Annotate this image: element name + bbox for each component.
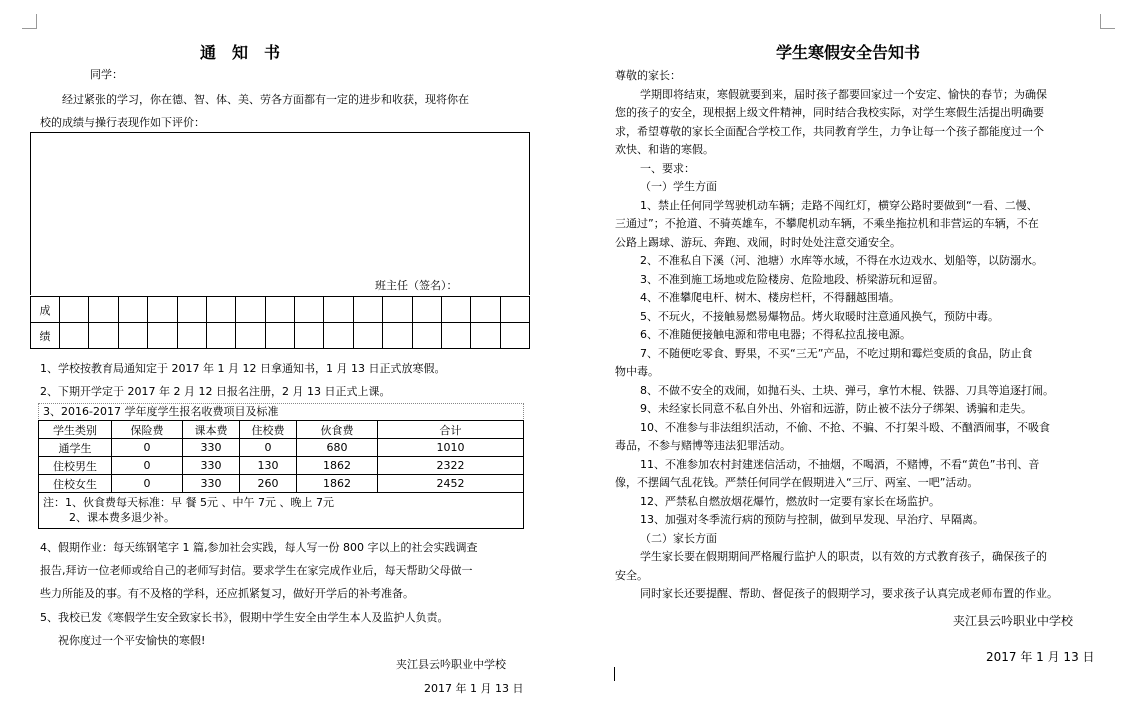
- score-label: 绩: [31, 323, 60, 349]
- fee-header: 课本费: [183, 421, 240, 439]
- fee-header: 伙食费: [297, 421, 378, 439]
- right-text-line: 一、要求：: [640, 161, 695, 175]
- score-cell: [500, 297, 529, 323]
- left-title: 通 知 书: [200, 43, 281, 62]
- score-cell: [471, 323, 500, 349]
- score-label: 成: [31, 297, 60, 323]
- intro-line: 经过紧张的学习，你在德、智、体、美、劳各方面都有一定的进步和收获，现将你在: [62, 93, 469, 106]
- fee-cell: 0: [112, 439, 183, 457]
- score-cell: [177, 323, 206, 349]
- right-text-line: 毒品，不参与赌博等违法犯罪活动。: [615, 439, 791, 452]
- score-cell: [383, 323, 412, 349]
- score-cell: [412, 297, 441, 323]
- score-cell: [177, 297, 206, 323]
- score-cell: [89, 323, 118, 349]
- right-text-line: 3、不准到施工场地或危险楼房、危险地段、桥梁游玩和逗留。: [640, 272, 944, 286]
- score-cell: [60, 297, 89, 323]
- salutation: 同学：: [90, 68, 123, 81]
- right-date: 2017 年 1 月 13 日: [986, 650, 1095, 664]
- score-cell: [148, 297, 177, 323]
- fee-cell: 2452: [378, 475, 524, 493]
- fee-cell: 330: [183, 457, 240, 475]
- fee-header: 保险费: [112, 421, 183, 439]
- score-cell: [118, 297, 147, 323]
- right-text-line: 学期即将结束，寒假就要到来，届时孩子都要回家过一个安定、愉快的春节；为确保: [640, 87, 1047, 101]
- right-text-line: 同时家长还要提醒、帮助、督促孩子的假期学习，要求孩子认真完成老师布置的作业。: [640, 587, 1058, 600]
- score-cell: [324, 323, 353, 349]
- fee-table: [38, 420, 524, 529]
- right-title: 学生寒假安全告知书: [776, 43, 921, 62]
- score-cell: [148, 323, 177, 349]
- score-cell: [324, 297, 353, 323]
- intro-line: 校的成绩与操行表现作如下评价：: [40, 116, 205, 129]
- right-text-line: 9、未经家长同意不私自外出、外宿和远游，防止被不法分子绑架、诱骗和走失。: [640, 402, 1032, 415]
- right-text-line: 11、不准参加农村封建迷信活动，不抽烟，不喝酒，不赌博，不看“黄色”书刊、音: [640, 457, 1040, 471]
- fee-cell: 1010: [378, 439, 524, 457]
- left-school-name: 夹江县云吟职业中学校: [396, 658, 506, 671]
- fee-cell: 1862: [297, 475, 378, 493]
- score-cell: [383, 297, 412, 323]
- right-text-line: 您的孩子的安全，现根据上级文件精神，同时结合我校实际，对学生寒假生活提出明确要: [615, 106, 1044, 119]
- score-cell: [441, 297, 470, 323]
- notice-item-4: 些力所能及的事。有不及格的学科，还应抓紧复习，做好开学后的补考准备。: [40, 587, 414, 600]
- left-date: 2017 年 1 月 13 日: [424, 682, 524, 695]
- fee-cell: 0: [240, 439, 297, 457]
- fee-cell: 住校女生: [39, 475, 112, 493]
- fee-cell: 1862: [297, 457, 378, 475]
- score-cell: [236, 323, 265, 349]
- score-cell: [206, 297, 235, 323]
- fee-note-1: 注：1、伙食费每天标准：早 餐 5元 、中午 7元 、晚上 7元: [43, 496, 334, 509]
- fee-cell: 330: [183, 475, 240, 493]
- score-cell: [412, 323, 441, 349]
- right-text-line: 10、不准参与非法组织活动，不偷、不抢、不骗、不打架斗殴、不酗酒闹事，不吸食: [640, 420, 1050, 434]
- fee-header: 住校费: [240, 421, 297, 439]
- wish-text: 祝你度过一个平安愉快的寒假!: [58, 634, 206, 647]
- right-text-line: 8、不做不安全的戏闹，如抛石头、土块、弹弓，拿竹木棍、铁器、刀具等追逐打闹。: [640, 383, 1054, 397]
- score-cell: [60, 323, 89, 349]
- right-text-line: 三通过”；不抢道、不骑英雄车，不攀爬机动车辆，不乘坐拖拉机和非营运的车辆，不在: [615, 217, 1039, 230]
- score-cell: [441, 323, 470, 349]
- score-cell: [236, 297, 265, 323]
- fee-cell: 通学生: [39, 439, 112, 457]
- notice-item-4: 报告,拜访一位老师或给自己的老师写封信。要求学生在家完成作业后，每天帮助父母做一: [40, 564, 473, 577]
- crop-mark-top-right: [1100, 14, 1115, 29]
- score-grid: [30, 296, 530, 349]
- fee-row: [39, 475, 524, 493]
- right-text-line: 6、不准随便接触电源和带电电器；不得私拉乱接电源。: [640, 328, 911, 341]
- right-text-line: （二）家长方面: [640, 531, 717, 545]
- fee-cell: 680: [297, 439, 378, 457]
- right-text-line: 1、禁止任何同学驾驶机动车辆；走路不闯红灯，横穿公路时要做到“一看、二慢、: [640, 198, 1038, 212]
- fee-cell: 130: [240, 457, 297, 475]
- right-text-line: 尊敬的家长：: [615, 69, 681, 82]
- score-cell: [265, 297, 294, 323]
- fee-header: 合计: [378, 421, 524, 439]
- score-cell: [500, 323, 529, 349]
- fee-cell: 0: [112, 457, 183, 475]
- text-cursor: [614, 667, 615, 681]
- score-cell: [265, 323, 294, 349]
- right-text-line: 求，希望尊敬的家长全面配合学校工作，共同教育学生，力争让每一个孩子都能度过一个: [615, 124, 1044, 138]
- right-text-line: 物中毒。: [615, 365, 659, 378]
- right-text-line: 7、不随便吃零食、野果，不买“三无”产品，不吃过期和霉烂变质的食品，防止食: [640, 346, 1033, 360]
- right-text-line: 学生家长要在假期期间严格履行监护人的职责，以有效的方式教育孩子，确保孩子的: [640, 550, 1047, 563]
- right-text-line: 公路上踢球、游玩、奔跑、戏闹，时时处处注意交通安全。: [615, 235, 901, 249]
- notice-item-1: 1、学校按教育局通知定于 2017 年 1 月 12 日拿通知书，1 月 13 日正式放寒假。: [40, 362, 446, 375]
- right-text-line: 4、不准攀爬电杆、树木、楼房栏杆，不得翻越围墙。: [640, 291, 900, 304]
- right-text-line: 像，不摆阔气乱花钱。严禁任何同学在假期进入“三厅、两室、一吧”活动。: [615, 476, 979, 489]
- right-text-line: 欢快、和谐的寒假。: [615, 143, 714, 156]
- right-text-line: 5、不玩火，不接触易燃易爆物品。烤火取暖时注意通风换气，预防中毒。: [640, 309, 999, 323]
- score-cell: [353, 323, 382, 349]
- fee-row: [39, 457, 524, 475]
- right-text-line: 安全。: [615, 568, 648, 582]
- crop-mark-top-left: [22, 14, 37, 29]
- score-cell: [89, 297, 118, 323]
- right-text-line: 13、加强对冬季流行病的预防与控制，做到早发现、早治疗、早隔离。: [640, 513, 984, 526]
- score-cell: [471, 297, 500, 323]
- fee-note: [39, 493, 524, 529]
- score-cell: [353, 297, 382, 323]
- fee-title-box: [38, 403, 524, 421]
- right-school-name: 夹江县云吟职业中学校: [953, 614, 1074, 628]
- fee-cell: 0: [112, 475, 183, 493]
- notice-item-4: 4、假期作业：每天练钢笔字 1 篇,参加社会实践，每人写一份 800 字以上的社会实践调查: [40, 541, 478, 554]
- right-text-line: 2、不准私自下溪（河、池塘）水库等水域，不得在水边戏水、划船等，以防溺水。: [640, 254, 1043, 267]
- teacher-sign-label: 班主任（签名）：: [375, 279, 458, 292]
- fee-cell: 住校男生: [39, 457, 112, 475]
- fee-cell: 2322: [378, 457, 524, 475]
- fee-title: 3、2016-2017 学年度学生报名收费项目及标准: [43, 405, 279, 418]
- notice-item-2: 2、下期开学定于 2017 年 2 月 12 日报名注册，2 月 13 日正式上课。: [40, 385, 391, 398]
- fee-cell: 260: [240, 475, 297, 493]
- right-text-line: （一）学生方面: [640, 180, 717, 193]
- score-cell: [118, 323, 147, 349]
- notice-item-5: 5、我校已发《寒假学生安全致家长书》，假期中学生安全由学生本人及监护人负责。: [40, 611, 449, 624]
- score-cell: [206, 323, 235, 349]
- fee-row: [39, 439, 524, 457]
- evaluation-box: [30, 132, 530, 295]
- fee-cell: 330: [183, 439, 240, 457]
- score-cell: [295, 323, 324, 349]
- right-text-line: 12、严禁私自燃放烟花爆竹，燃放时一定要有家长在场监护。: [640, 494, 940, 508]
- fee-note-2: 2、课本费多退少补。: [69, 511, 175, 524]
- fee-header: 学生类别: [39, 421, 112, 439]
- score-cell: [295, 297, 324, 323]
